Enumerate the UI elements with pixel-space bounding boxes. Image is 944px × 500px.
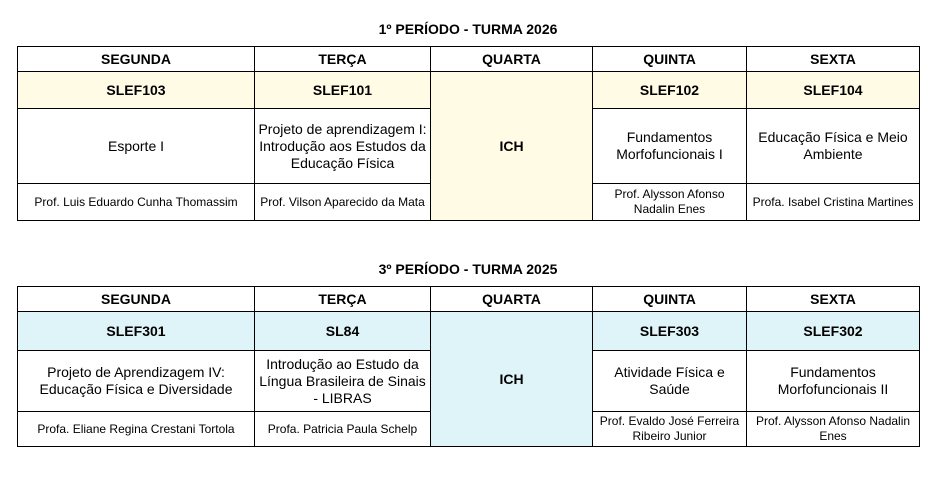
schedule-table-periodo-3 (17, 286, 920, 447)
professor-terca: Prof. Vilson Aparecido da Mata (255, 184, 431, 221)
subject-segunda: Esporte I (18, 109, 255, 184)
day-header-quinta: QUINTA (593, 47, 747, 72)
course-code-segunda: SLEF301 (18, 312, 255, 351)
course-code-sexta: SLEF302 (747, 312, 920, 351)
professor-terca: Profa. Patricia Paula Schelp (255, 412, 431, 447)
professor-sexta: Profa. Isabel Cristina Martines (747, 184, 920, 221)
course-code-terca: SL84 (255, 312, 431, 351)
day-header-terca: TERÇA (255, 287, 431, 312)
section-title-periodo-3: 3º PERÍODO - TURMA 2025 (378, 261, 558, 277)
schedule-table-periodo-1 (17, 46, 920, 221)
professor-segunda: Prof. Luis Eduardo Cunha Thomassim (18, 184, 255, 221)
subject-quinta: Fundamentos Morfofuncionais I (593, 109, 747, 184)
day-header-segunda: SEGUNDA (18, 47, 255, 72)
course-code-sexta: SLEF104 (747, 72, 920, 109)
day-header-segunda: SEGUNDA (18, 287, 255, 312)
course-code-quinta: SLEF303 (593, 312, 747, 351)
wednesday-ich-cell: ICH (431, 72, 593, 221)
subject-sexta: Fundamentos Morfofuncionais II (747, 351, 920, 412)
section-title-periodo-1: 1º PERÍODO - TURMA 2026 (378, 21, 558, 37)
day-header-terca: TERÇA (255, 47, 431, 72)
subject-segunda: Projeto de Aprendizagem IV: Educação Física e Diversidade (18, 351, 255, 412)
subject-terca: Projeto de aprendizagem I: Introdução aos Estudos da Educação Física (255, 109, 431, 184)
course-code-segunda: SLEF103 (18, 72, 255, 109)
professor-quinta: Prof. Evaldo José Ferreira Ribeiro Junior (593, 412, 747, 447)
course-code-quinta: SLEF102 (593, 72, 747, 109)
weekday-header-row (18, 47, 920, 72)
subject-sexta: Educação Física e Meio Ambiente (747, 109, 920, 184)
course-code-terca: SLEF101 (255, 72, 431, 109)
day-header-quarta: QUARTA (431, 287, 593, 312)
subject-quinta: Atividade Física e Saúde (593, 351, 747, 412)
day-header-quinta: QUINTA (593, 287, 747, 312)
course-code-row (18, 72, 920, 109)
professor-quinta: Prof. Alysson Afonso Nadalin Enes (593, 184, 747, 221)
wednesday-ich-cell: ICH (431, 312, 593, 447)
day-header-sexta: SEXTA (747, 47, 920, 72)
day-header-sexta: SEXTA (747, 287, 920, 312)
professor-segunda: Profa. Eliane Regina Crestani Tortola (18, 412, 255, 447)
professor-sexta: Prof. Alysson Afonso Nadalin Enes (747, 412, 920, 447)
day-header-quarta: QUARTA (431, 47, 593, 72)
course-code-row (18, 312, 920, 351)
subject-terca: Introdução ao Estudo da Língua Brasileira de Sinais - LIBRAS (255, 351, 431, 412)
weekday-header-row (18, 287, 920, 312)
